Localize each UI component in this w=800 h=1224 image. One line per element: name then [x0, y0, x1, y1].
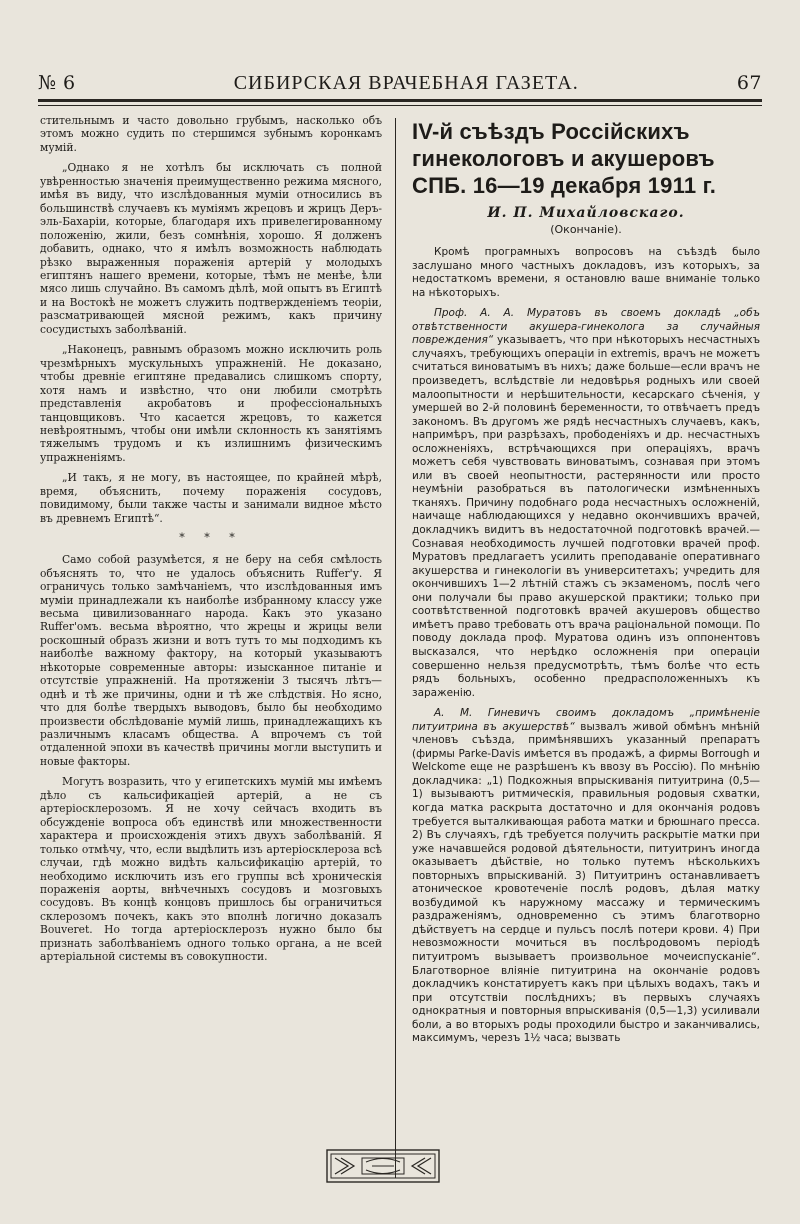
right-column	[412, 114, 760, 1053]
section-separator: * * *	[179, 531, 243, 545]
paragraph: Само собой разумѣется, я не беру на себя смѣлость объяснять то, что не удалось объяснить Ruffer'у. Я ограничусь только замѣчанiемъ, что изслѣдованныя имъ муміи принадлежали къ наиболѣе избранному классу уже весьма цивилизованнаго народа. Какъ это указано Ruffer'омъ. весьма вѣроятно, что жрецы и жрицы вели роскошный образъ жизни и вотъ тутъ то мы подходимъ къ наиболѣе важному фактору, на который указываютъ нѣкоторые современные авторы: изысканное питанiе и отсутствiе упражненiй. На протяженiи 3 тысячъ лѣтъ—однѣ и тѣ же причины, одни и тѣ же слѣдствiя. Но ясно, что для болѣе твердыхъ выводовъ, было бы необходимо произвести обслѣдованiе мумiй лишь, принадлежащихъ къ различнымъ класамъ общества. А впрочемъ съ той отдаленной эпохи въ качествѣ причины могли выступить и новые факторы.	[40, 553, 382, 768]
newspaper-title: СИБИРСКАЯ ВРАЧЕБНАЯ ГАЗЕТА.	[233, 71, 579, 94]
paragraph	[412, 707, 760, 1046]
page-header	[38, 70, 762, 96]
left-column	[40, 114, 382, 971]
paragraph-text: вызвалъ живой обмѣнъ мнѣнiй членовъ съѣзда, примѣнявшихъ указанный препаратъ (фирмы Parke-Davis имѣется въ продажѣ, а фирмы Borrough и Welckome еще не разрѣшенъ къ ввозу въ Россiю). По мнѣнiю докладчика: „1) Подкожныя впрыскиванiя питуитрина (0,5—1) вызываютъ ритмическiя, правильныя родовыя схватки, когда матка раскрыта достаточно и для окончанiя родовъ требуется выталкивающая работа матки и брюшнаго пресса. 2) Въ случаяхъ, гдѣ требуется получить раскрытiе матки при уже начавшейся родовой дѣятельности, питуитринъ иногда оказываетъ дѣйствiе, но только путемъ нѣсколькихъ повторныхъ впрыскиванiй. 3) Питуитринъ останавливаетъ атоническое кровотеченiе послѣ родовъ, дѣлая матку возбудимой къ наружному массажу и термическимъ раздраженiямъ, одновременно съ этимъ благотворно дѣйствуетъ на сердце и пульсъ послѣ потери крови. 4) При невозможности мочиться въ послѣродовомъ перiодѣ питуитромъ вызываетъ произвольное мочеиспусканiе“. Благотворное влiянiе питуитрина на окончанiе родовъ докладчикъ констатируетъ какъ при цѣлыхъ водахъ, такъ и при отсутствiи послѣднихъ; въ первыхъ случаяхъ однократныя и повторныя впрыскиванiя (0,5—1,3) усиливали боли, а во вторыхъ роды проходили быстро и заканчивались, максимумъ, черезъ 1½ часа; вызвать	[412, 720, 760, 1045]
page-number: 67	[736, 72, 762, 94]
paragraph-text: указываетъ, что при нѣкоторыхъ несчастныхъ случаяхъ, требующихъ операцiи in extremis, врачъ не можетъ считаться виноватымъ въ нихъ; даже больше—если врачъ не произведетъ, вслѣдствiе ли недовѣрья родныхъ или своей малоопытности и нерѣшительности, кесарскаго сѣченiя, у умершей во 2-й половинѣ беременности, то отвѣчаетъ предъ закономъ. Въ другомъ же рядѣ несчастныхъ случаевъ, какъ, напримѣръ, при разрѣзахъ, прободенiяхъ и др. несчастныхъ осложненiяхъ, встрѣчающихся при операцiяхъ, врачъ можетъ себя чувствовать виноватымъ, сознавая при этомъ или въ своей неопытности, растерянности или просто неумѣнiи разобраться въ патологически измѣненныхъ тканяхъ. Причину подобнаго рода несчастныхъ осложненiй, наичаще наблюдающихся у недавно окончившихъ врачей, докладчикъ видитъ въ недостаточной подготовкѣ врачей.—Сознавая необходимость лучшей подготовки врачей проф. Муратовъ предлагаетъ усилить преподаванiе оперативнаго акушерства и гинекологiи въ университетахъ; учредить для окончившихъ 1—2 лѣтнiй стажъ съ экзаменомъ, послѣ чего они получали бы право акушерской практики; только при соотвѣтственной подготовкѣ врачей акушеровъ общество имѣетъ право требовать отъ врача рацiональной помощи. По поводу доклада проф. Муратова одинъ изъ оппонентовъ высказался, что нерѣдко осложненiя при операцiи совершенно нельзя предусмотрѣть, тѣмъ болѣе что есть рядъ больныхъ, особенно предрасположенныхъ къ зараженiю.	[412, 334, 760, 699]
paragraph: стительнымъ и часто довольно грубымъ, насколько объ этомъ можно судить по стершимся зубнымъ коронкамъ мумій.	[40, 114, 382, 154]
article-subtitle: (Окончанiе).	[550, 222, 622, 236]
report-title: Проф. А. А. Муратовъ въ своемъ докладѣ „объ отвѣтственности акушера-гинеколога за случайныя повреждения“	[412, 307, 760, 347]
issue-number: № 6	[38, 72, 76, 94]
article-headline: IV-й съѣздъ Россiйскихъ гинекологовъ и акушеровъ СПБ. 16—19 декабря 1911 г.	[412, 119, 717, 198]
paragraph	[412, 307, 760, 700]
header-rule-thick	[38, 99, 762, 102]
paragraph: Могутъ возразить, что у египетскихъ мумiй мы имѣемъ дѣло съ кальсификацiей артерiй, а не съ артерiосклерозомъ. Я не хочу сейчасъ входить въ обсужденiе вопроса объ единствѣ или множественности характера и происхожденiя этихъ двухъ заболѣванiй. Я только отмѣчу, что, если выдѣлить изъ артерiосклероза всѣ случаи, гдѣ можно видѣть кальсификацiю артерiй, то необходимо исключить изъ его группы всѣ хроническiя пораженiя аорты, внѣчечныхъ сосудовъ и мозговыхъ сосудовъ. Въ концѣ концовъ пришлось бы ограничиться склерозомъ почекъ, какъ это вполнѣ логично доказалъ Bouveret. Но тогда артерiосклерозъ нужно было бы признать заболѣванiемъ одного только органа, а не всей артерiальной системы въ совокупности.	[40, 775, 382, 964]
ornament-icon	[326, 1149, 440, 1183]
article-author: И. П. Михайловскаго.	[487, 205, 685, 221]
paragraph: Кромѣ програмныхъ вопросовъ на съѣздѣ было заслушано много частныхъ докладовъ, изъ которыхъ, за недостаткомъ времени, я остановлю ваше вниманiе только на нѣкоторыхъ.	[412, 246, 760, 299]
paragraph: „Наконецъ, равнымъ образомъ можно исключить роль чрезмѣрныхъ мускульныхъ упражненiй. Не доказано, чтобы древнiе египтяне предавались слишкомъ спорту, хотя намъ и извѣстно, что они любили смотрѣть представленiя акробатовъ и профессiональныхъ танцовщиковъ. Что касается жрецовъ, то кажется невѣроятнымъ, чтобы они имѣли склонность къ занятiямъ тяжелымъ трудомъ и къ излишнимъ физическимъ упражненiямъ.	[40, 343, 382, 464]
paragraph: „И такъ, я не могу, въ настоящее, по крайней мѣрѣ, время, объяснить, почему пораженiя сосудовъ, повидимому, были также часты и занимали видное мѣсто въ древнемъ Египтѣ“.	[40, 471, 382, 525]
report-title: А. М. Гиневичъ своимъ докладомъ „примѣненiе питуитрина въ акушерствѣ“	[412, 707, 760, 733]
header-rule-thin	[38, 105, 762, 106]
paragraph: „Однако я не хотѣлъ бы исключать съ полной увѣренностью значенія преимущественно режима мясного, имѣя въ виду, что изслѣдованныя муміи относились въ большинствѣ случаевъ къ мумiямъ жрецовъ и жрицъ Деръ-эль-Бахарiи, которые, благодаря ихъ привелегированному положенiю, жили, безъ сомнѣнiя, хорошо. Я долженъ добавить, однако, что я имѣлъ возможность наблюдать рѣзко выраженныя пораженiя артерiй у молодыхъ египтянъ нашего времени, которые, тѣмъ не менѣе, ѣли мясо лишь случайно. Въ самомъ дѣлѣ, мой опытъ въ Египтѣ и на Востокѣ не можетъ служить подтвержденiемъ теорiи, разсматривающей мясной режимъ, какъ причину сосудистыхъ заболѣванiй.	[40, 161, 382, 336]
column-divider	[395, 118, 396, 1178]
